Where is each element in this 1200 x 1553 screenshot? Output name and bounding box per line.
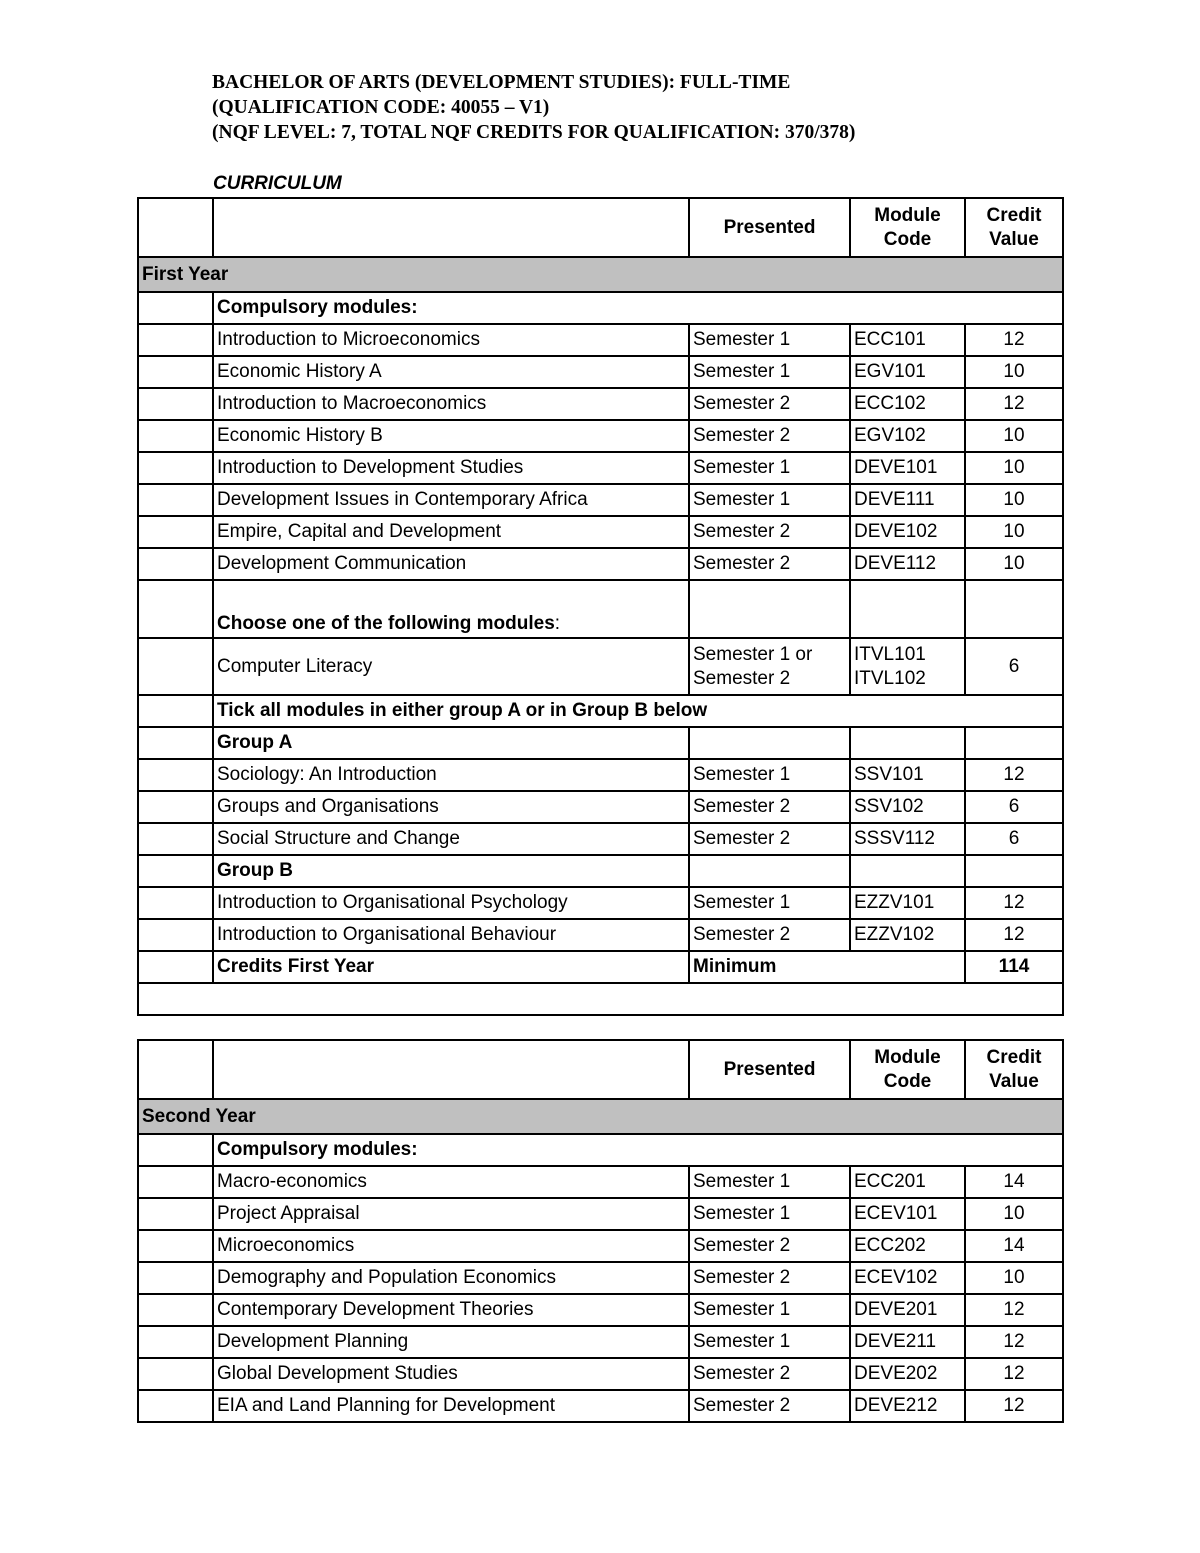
table-row [138, 516, 1063, 548]
module-presented: Semester 1 [689, 759, 850, 791]
credits-label: Credits First Year [213, 951, 689, 983]
module-credit: 12 [965, 324, 1063, 356]
table-row [138, 1230, 1063, 1262]
table-row [138, 356, 1063, 388]
empty-cell [138, 1390, 213, 1422]
year-title: Second Year [138, 1099, 1063, 1134]
table-row [138, 548, 1063, 580]
table-row [138, 791, 1063, 823]
table-row [138, 1326, 1063, 1358]
group-a-label: Group A [213, 727, 689, 759]
module-presented: Semester 2 [689, 548, 850, 580]
empty-cell [138, 452, 213, 484]
module-presented: Semester 1 [689, 1294, 850, 1326]
module-presented: Semester 2 [689, 516, 850, 548]
module-code: ITVL101 ITVL102 [850, 638, 965, 695]
module-presented: Semester 1 [689, 356, 850, 388]
module-name: Project Appraisal [213, 1198, 689, 1230]
module-name: Economic History B [213, 420, 689, 452]
module-credit: 10 [965, 516, 1063, 548]
table-row [138, 1166, 1063, 1198]
module-presented: Semester 2 [689, 1390, 850, 1422]
table-row [138, 484, 1063, 516]
module-credit: 10 [965, 1262, 1063, 1294]
table-row [138, 1358, 1063, 1390]
module-name: Introduction to Macroeconomics [213, 388, 689, 420]
empty-cell [138, 516, 213, 548]
module-credit: 12 [965, 1326, 1063, 1358]
module-code: DEVE102 [850, 516, 965, 548]
module-presented: Semester 1 [689, 1166, 850, 1198]
group-a-modules [138, 759, 1063, 855]
module-presented: Semester 1 [689, 452, 850, 484]
module-code: EGV101 [850, 356, 965, 388]
module-name: Empire, Capital and Development [213, 516, 689, 548]
section-row [138, 1134, 1063, 1166]
empty-cell [138, 887, 213, 919]
module-name: Social Structure and Change [213, 823, 689, 855]
module-code: DEVE112 [850, 548, 965, 580]
module-credit: 12 [965, 1358, 1063, 1390]
module-name: Introduction to Organisational Psychology [213, 887, 689, 919]
table-header-row [138, 198, 1063, 257]
empty-cell [138, 324, 213, 356]
second-year-compulsory [138, 1166, 1063, 1422]
module-presented: Semester 1 or Semester 2 [689, 638, 850, 695]
module-credit: 10 [965, 484, 1063, 516]
presented-header: Presented [689, 198, 850, 257]
empty-cell [138, 484, 213, 516]
module-code: ECC102 [850, 388, 965, 420]
module-code: DEVE202 [850, 1358, 965, 1390]
module-code: DEVE201 [850, 1294, 965, 1326]
module-code-header: Module Code [850, 198, 965, 257]
credits-minimum: Minimum [689, 951, 965, 983]
module-presented: Semester 1 [689, 324, 850, 356]
nqf-level: (NQF LEVEL: 7, TOTAL NQF CREDITS FOR QUALIFICATION: 370/378) [212, 122, 856, 143]
first-year-compulsory [138, 324, 1063, 580]
credits-row [138, 951, 1063, 983]
module-presented: Semester 2 [689, 420, 850, 452]
empty-cell [138, 548, 213, 580]
module-code: SSV101 [850, 759, 965, 791]
module-credit: 10 [965, 548, 1063, 580]
empty-cell [138, 919, 213, 951]
compulsory-label: Compulsory modules: [213, 292, 1063, 324]
blank-row [138, 983, 1063, 1015]
group-b-row [138, 855, 1063, 887]
tick-row [138, 695, 1063, 727]
module-presented: Semester 2 [689, 1230, 850, 1262]
table-row [138, 1198, 1063, 1230]
table-row [138, 388, 1063, 420]
module-credit: 10 [965, 356, 1063, 388]
module-name: Development Communication [213, 548, 689, 580]
document-header [212, 70, 855, 145]
module-presented: Semester 1 [689, 1326, 850, 1358]
module-name: EIA and Land Planning for Development [213, 1390, 689, 1422]
module-code: ECEV102 [850, 1262, 965, 1294]
choose-label: Choose one of the following modules: [213, 580, 689, 638]
module-credit: 14 [965, 1166, 1063, 1198]
module-code-header: Module Code [850, 1040, 965, 1099]
module-credit: 12 [965, 759, 1063, 791]
module-credit: 12 [965, 1294, 1063, 1326]
choose-row [138, 580, 1063, 638]
empty-cell [138, 1166, 213, 1198]
module-name: Contemporary Development Theories [213, 1294, 689, 1326]
empty-cell [138, 1358, 213, 1390]
module-code: SSV102 [850, 791, 965, 823]
module-name: Development Issues in Contemporary Africa [213, 484, 689, 516]
module-code: ECC202 [850, 1230, 965, 1262]
first-year-table [137, 197, 1064, 1016]
module-presented: Semester 2 [689, 919, 850, 951]
empty-cell [138, 1198, 213, 1230]
group-b-modules [138, 887, 1063, 951]
module-code: EZZV101 [850, 887, 965, 919]
module-presented: Semester 1 [689, 1198, 850, 1230]
module-name: Macro-economics [213, 1166, 689, 1198]
table-row [138, 759, 1063, 791]
module-presented: Semester 2 [689, 1262, 850, 1294]
module-code: ECC101 [850, 324, 965, 356]
table-row [138, 823, 1063, 855]
year-title: First Year [138, 257, 1063, 292]
module-credit: 6 [965, 791, 1063, 823]
table-row [138, 420, 1063, 452]
qualification-title: BACHELOR OF ARTS (DEVELOPMENT STUDIES): FULL-TIME [212, 72, 791, 93]
module-code: ECEV101 [850, 1198, 965, 1230]
module-code: EZZV102 [850, 919, 965, 951]
year-row [138, 1099, 1063, 1134]
section-row [138, 292, 1063, 324]
table-row [138, 1390, 1063, 1422]
compulsory-label: Compulsory modules: [213, 1134, 1063, 1166]
empty-cell [138, 356, 213, 388]
module-presented: Semester 1 [689, 887, 850, 919]
module-name: Microeconomics [213, 1230, 689, 1262]
module-credit: 12 [965, 919, 1063, 951]
second-year-table [137, 1039, 1064, 1423]
table-header-row [138, 1040, 1063, 1099]
module-name: Development Planning [213, 1326, 689, 1358]
computer-literacy-row [138, 638, 1063, 695]
empty-cell [138, 388, 213, 420]
table-row [138, 1294, 1063, 1326]
table-row [138, 324, 1063, 356]
table-row [138, 452, 1063, 484]
module-credit: 6 [965, 638, 1063, 695]
module-name: Sociology: An Introduction [213, 759, 689, 791]
module-presented: Semester 2 [689, 791, 850, 823]
group-b-label: Group B [213, 855, 689, 887]
module-presented: Semester 1 [689, 484, 850, 516]
module-code: DEVE212 [850, 1390, 965, 1422]
table-row [138, 919, 1063, 951]
table-row [138, 887, 1063, 919]
empty-cell [138, 1294, 213, 1326]
module-name: Introduction to Microeconomics [213, 324, 689, 356]
module-credit: 12 [965, 388, 1063, 420]
credits-total: 114 [965, 951, 1063, 983]
module-presented: Semester 2 [689, 823, 850, 855]
module-credit: 12 [965, 1390, 1063, 1422]
empty-cell [138, 420, 213, 452]
module-code: DEVE211 [850, 1326, 965, 1358]
group-a-row [138, 727, 1063, 759]
table-row [138, 1262, 1063, 1294]
module-code: SSSV112 [850, 823, 965, 855]
module-credit: 10 [965, 1198, 1063, 1230]
module-name: Groups and Organisations [213, 791, 689, 823]
empty-cell [138, 1326, 213, 1358]
module-credit: 6 [965, 823, 1063, 855]
module-presented: Semester 2 [689, 388, 850, 420]
credit-value-header: Credit Value [965, 1040, 1063, 1099]
module-presented: Semester 2 [689, 1358, 850, 1390]
empty-cell [138, 1230, 213, 1262]
curriculum-heading: CURRICULUM [213, 173, 342, 194]
empty-cell [138, 791, 213, 823]
credit-value-header: Credit Value [965, 198, 1063, 257]
presented-header: Presented [689, 1040, 850, 1099]
module-credit: 10 [965, 420, 1063, 452]
module-name: Computer Literacy [213, 638, 689, 695]
module-code: ECC201 [850, 1166, 965, 1198]
module-name: Global Development Studies [213, 1358, 689, 1390]
module-name: Economic History A [213, 356, 689, 388]
year-row [138, 257, 1063, 292]
module-name: Introduction to Organisational Behaviour [213, 919, 689, 951]
module-code: DEVE111 [850, 484, 965, 516]
empty-cell [138, 1262, 213, 1294]
module-name: Introduction to Development Studies [213, 452, 689, 484]
module-name: Demography and Population Economics [213, 1262, 689, 1294]
module-code: EGV102 [850, 420, 965, 452]
tick-label: Tick all modules in either group A or in Group B below [213, 695, 1063, 727]
module-credit: 12 [965, 887, 1063, 919]
empty-cell [138, 759, 213, 791]
module-credit: 14 [965, 1230, 1063, 1262]
empty-cell [138, 823, 213, 855]
qualification-code: (QUALIFICATION CODE: 40055 – V1) [212, 97, 550, 118]
module-code: DEVE101 [850, 452, 965, 484]
module-credit: 10 [965, 452, 1063, 484]
